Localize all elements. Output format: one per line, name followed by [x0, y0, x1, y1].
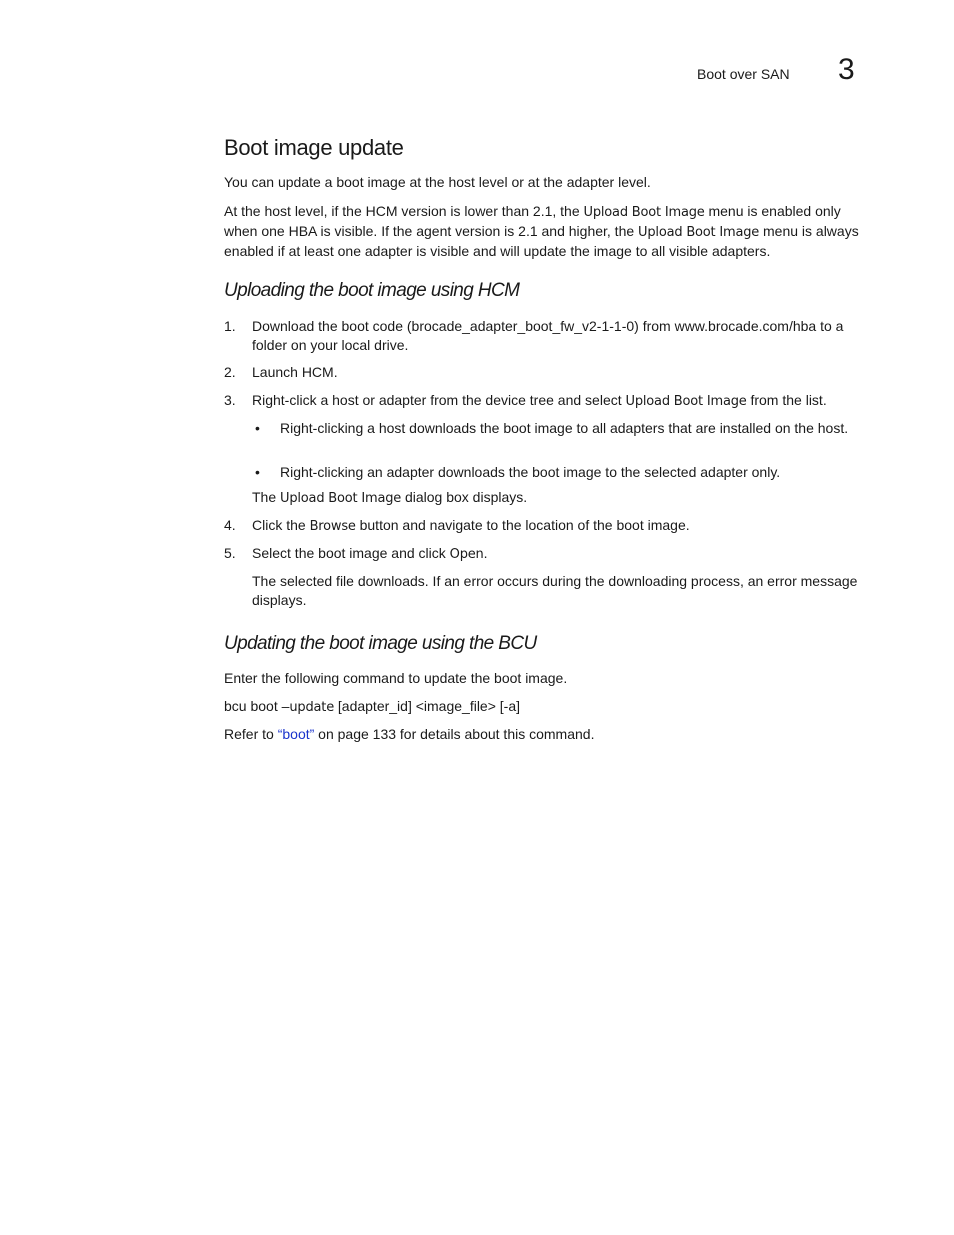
- step-text: Launch HCM.: [252, 364, 338, 380]
- section-title: Boot image update: [224, 135, 404, 160]
- upload-boot-image-menu-ref: Upload Boot Image: [638, 225, 760, 240]
- step-number: 2.: [224, 364, 236, 380]
- browse-button-ref: Browse: [309, 519, 356, 534]
- bullet-symbol: •: [255, 464, 260, 480]
- step-3-result: The Upload Boot Image dialog box displays.: [252, 489, 528, 506]
- step-text: Right-click a host or adapter from the device tree and select Upload Boot Image from the list.: [252, 392, 827, 409]
- boot-cross-reference-link[interactable]: “boot”: [277, 726, 315, 742]
- bullet-text: Right-clicking an adapter downloads the boot image to the selected adapter only.: [280, 464, 781, 480]
- upload-boot-image-menu-ref: Upload Boot Image: [583, 205, 705, 220]
- intro-paragraph: You can update a boot image at the host level or at the adapter level.: [224, 174, 651, 190]
- bcu-intro: Enter the following command to update the boot image.: [224, 670, 568, 686]
- bullet-symbol: •: [255, 420, 260, 436]
- refer-paragraph: Refer to “boot” on page 133 for details about this command.: [224, 726, 595, 742]
- running-header: Boot over SAN: [697, 66, 790, 82]
- step-text: Select the boot image and click Open.: [252, 545, 488, 562]
- step-number: 3.: [224, 392, 236, 408]
- step-number: 4.: [224, 517, 236, 533]
- step-text: Download the boot code (brocade_adapter_boot_fw_v2-1-1-0) from www.brocade.com/hba to a folder on your local drive.: [252, 318, 844, 353]
- subsection-title-bcu: Updating the boot image using the BCU: [224, 633, 537, 654]
- command-keyword: update: [289, 700, 334, 715]
- chapter-number: 3: [838, 53, 855, 86]
- upload-boot-image-dialog-ref: Upload Boot Image: [280, 491, 402, 506]
- open-button-ref: Open: [449, 547, 484, 562]
- bcu-command: bcu boot –update [adapter_id] <image_file> [-a]: [224, 698, 521, 715]
- subsection-title-hcm: Uploading the boot image using HCM: [224, 280, 520, 301]
- step-number: 1.: [224, 318, 236, 334]
- step-number: 5.: [224, 545, 236, 561]
- host-level-paragraph: At the host level, if the HCM version is lower than 2.1, the Upload Boot Image menu is enabled only when one HBA is visible. If the agent version is 2.1 and higher, the Upload Boot Image menu is always enabled if at least one adapter is visible and will update the image to all visible adapters.: [224, 203, 859, 259]
- step-5-result: The selected file downloads. If an error occurs during the downloading process, an error message displays.: [252, 573, 858, 608]
- step-text: Click the Browse button and navigate to the location of the boot image.: [252, 517, 690, 534]
- bullet-text: Right-clicking a host downloads the boot image to all adapters that are installed on the host.: [280, 420, 849, 436]
- upload-boot-image-menu-ref: Upload Boot Image: [625, 394, 747, 409]
